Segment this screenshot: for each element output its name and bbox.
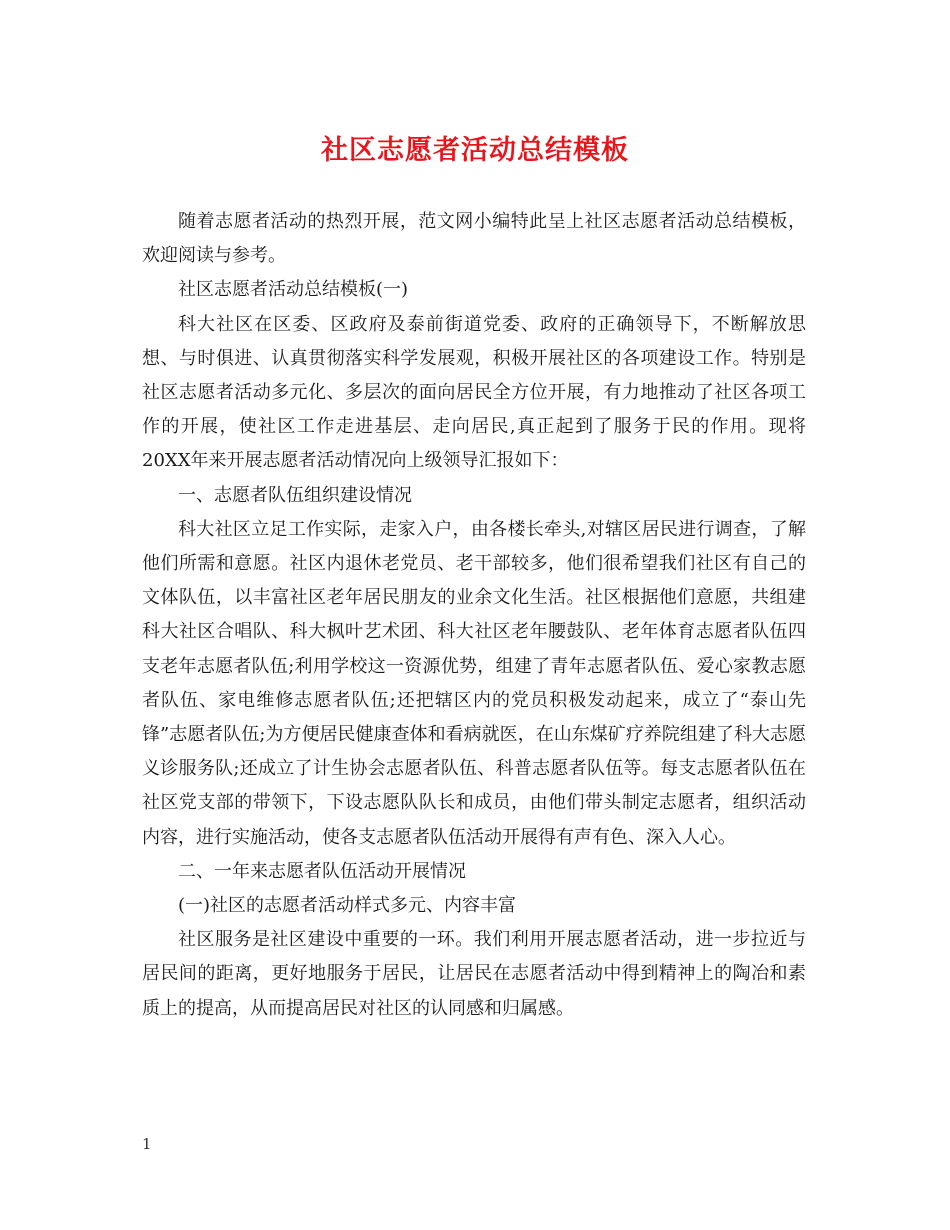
section-heading-two: 二、一年来志愿者队伍活动开展情况 — [178, 860, 466, 882]
page-number: 1 — [142, 1135, 152, 1153]
document-title: 社区志愿者活动总结模板 — [321, 135, 629, 166]
body-paragraph: 社区服务是社区建设中重要的一环。我们利用开展志愿者活动，进一步拉近与居民间的距离，更好地服务于居民，让居民在志愿者活动中得到精神上的陶冶和素质上的提高，从而提高居民对社区的认同感和归属感。 — [142, 929, 806, 1019]
body-paragraph: 科大社区在区委、区政府及泰前街道党委、政府的正确领导下，不断解放思想、与时俱进、认真贯彻落实科学发展观，积极开展社区的各项建设工作。特别是社区志愿者活动多元化、多层次的面向居民全方位开展，有力地推动了社区各项工作的开展，使社区工作走进基层、走向居民,真正起到了服务于民的作用。现将20XX年来开展志愿者活动情况向上级领导汇报如下： — [142, 313, 806, 472]
section-heading-one: 一、志愿者队伍组织建设情况 — [178, 484, 412, 506]
subsection-heading: (一)社区的志愿者活动样式多元、内容丰富 — [178, 895, 517, 917]
body-paragraph: 科大社区立足工作实际，走家入户，由各楼长牵头,对辖区居民进行调查，了解他们所需和意愿。社区内退休老党员、老干部较多，他们很希望我们社区有自己的文体队伍，以丰富社区老年居民朋友的业余文化生活。社区根据他们意愿，共组建科大社区合唱队、科大枫叶艺术团、科大社区老年腰鼓队、老年体育志愿者队伍四支老年志愿者队伍;利用学校这一资源优势，组建了青年志愿者队伍、爱心家教志愿者队伍、家电维修志愿者队伍;还把辖区内的党员积极发动起来，成立了“泰山先锋”志愿者队伍;为方便居民健康查体和看病就医，在山东煤矿疗养院组建了科大志愿义诊服务队;还成立了计生协会志愿者队伍、科普志愿者队伍等。每支志愿者队伍在社区党支部的带领下，下设志愿队队长和成员，由他们带头制定志愿者，组织活动内容，进行实施活动，使各支志愿者队伍活动开展得有声有色、深入人心。 — [142, 518, 806, 848]
section-heading-template-one: 社区志愿者活动总结模板(一) — [178, 279, 409, 301]
document-body — [142, 205, 806, 1026]
intro-paragraph: 随着志愿者活动的热烈开展，范文网小编特此呈上社区志愿者活动总结模板，欢迎阅读与参考。 — [142, 211, 806, 267]
